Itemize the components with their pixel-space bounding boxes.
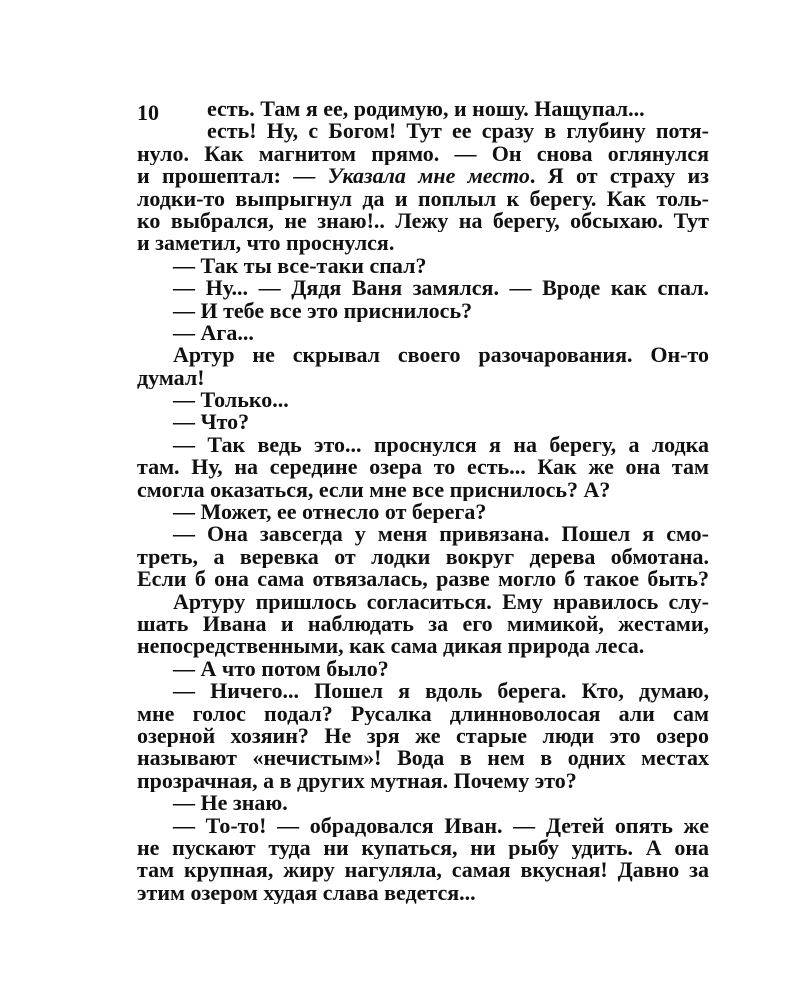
text-line: Артур не скрывал своего разочарования. Он-то — [173, 344, 709, 367]
text-line: — Может, ее отнесло от берега? — [173, 501, 487, 524]
text-line: треть, а веревка от лодки вокруг дерева обмотана. — [137, 545, 709, 569]
text-line: — Не знаю. — [173, 792, 288, 815]
text-line: думал! — [137, 366, 205, 390]
text-line: — Ну... — Дядя Ваня замялся. — Вроде как спал. — [173, 277, 709, 300]
text-line: шать Ивана и наблюдать за его мимикой, жестами, — [137, 612, 709, 636]
text-line: называют «нечистым»! Вода в нем в одних местах — [137, 747, 709, 770]
text-line — [137, 165, 709, 187]
text-line: непосредственными, как сама дикая природа леса. — [137, 635, 645, 658]
text-line: лодки-то выпрыгнул да и поплыл к берегу. Как толь- — [137, 187, 709, 210]
text-line: — Только... — [173, 389, 289, 412]
text-line: — Она завсегда у меня привязана. Пошел я смо- — [173, 523, 709, 546]
page-number: 10 — [137, 100, 159, 125]
text-line: мне голос подал? Русалка длинноволосая али сам — [137, 702, 709, 725]
text-line: смогла оказаться, если мне все приснилось? А? — [137, 478, 611, 502]
text-line: нуло. Как магнитом прямо. — Он снова оглянулся — [137, 142, 709, 166]
text-line: — А что потом было? — [173, 657, 389, 681]
text-line: — Так ведь это... проснулся я на берегу, а лодка — [173, 433, 709, 457]
italic-phrase: Указала мне место — [327, 165, 530, 188]
text-segment: . Я от страху из — [529, 165, 709, 188]
text-line: там. Ну, на середине озера то есть... Как же она там — [137, 456, 709, 479]
text-line: — Ничего... Пошел я вдоль берега. Кто, думаю, — [173, 680, 709, 703]
text-line: — То-то! — обрадовался Иван. — Детей опять же — [173, 814, 709, 837]
text-line: — Так ты все-таки спал? — [173, 254, 427, 278]
text-line: этим озером худая слава ведется... — [137, 881, 476, 905]
text-line: есть! Ну, с Богом! Тут ее сразу в глубину потя- — [207, 120, 709, 143]
text-segment: и прошептал: — — [137, 165, 328, 188]
text-line: есть. Там я ее, родимую, и ношу. Нащупал... — [207, 98, 645, 121]
text-line: ко выбрался, не знаю!.. Лежу на берегу, обсыхаю. Тут — [137, 209, 709, 233]
text-line: — И тебе все это приснилось? — [173, 299, 473, 322]
body-text — [137, 98, 709, 904]
text-line: не пускают туда ни купаться, ни рыбу удить. А она — [137, 836, 709, 860]
text-line: Артуру пришлось согласиться. Ему нравилось слу- — [173, 590, 709, 613]
text-line: прозрачная, а в других мутная. Почему это? — [137, 769, 577, 793]
text-line: — Что? — [173, 411, 250, 434]
text-line: — Ага... — [173, 321, 254, 345]
text-line: озерной хозяин? Не зря же старые люди это озеро — [137, 724, 709, 748]
text-line: Если б она сама отвязалась, разве могло б такое быть? — [137, 568, 709, 591]
text-line: там крупная, жиру нагуляла, самая вкусная! Давно за — [137, 859, 709, 882]
text-line: и заметил, что проснулся. — [137, 232, 395, 255]
